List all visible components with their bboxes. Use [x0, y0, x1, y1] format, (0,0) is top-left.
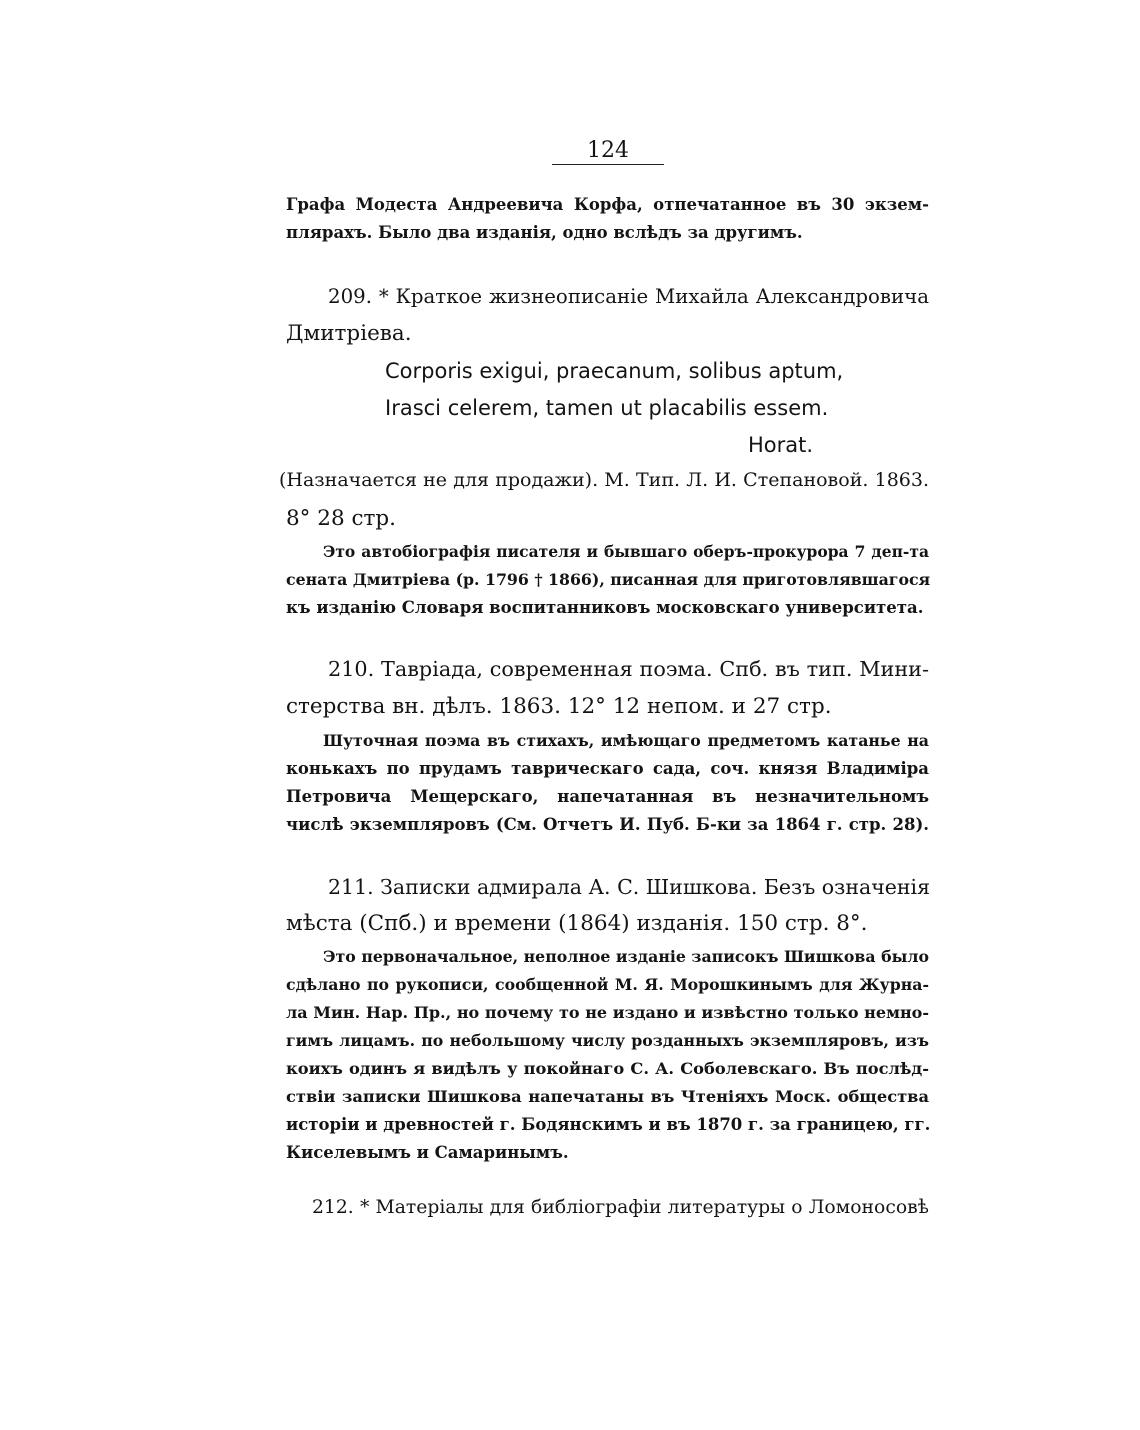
entry-211-note: сдѣлано по рукописи, сообщенной М. Я. Морошкинымъ для Журна-: [286, 975, 929, 994]
entry-209-imprint: (Назначается не для продажи). М. Тип. Л. И. Степановой. 1863.: [279, 469, 929, 491]
entry-210-note: конькахъ по прудамъ таврическаго сада, соч. князя Владиміра: [286, 759, 929, 778]
epigraph-line: Corporis exigui, praecanum, solibus aptum,: [385, 359, 844, 383]
epigraph-attribution: Horat.: [748, 433, 814, 457]
entry-211-note: Киселевымъ и Самаринымъ.: [286, 1143, 569, 1162]
entry-211-heading: 211. Записки адмирала А. С. Шишкова. Безъ означенія: [328, 875, 931, 899]
continuation-line: Графа Модеста Андреевича Корфа, отпечатанное въ 30 экзем-: [286, 195, 929, 214]
entry-209-imprint: 8° 28 стр.: [286, 506, 396, 531]
continuation-line: плярахъ. Было два изданія, одно вслѣдъ за другимъ.: [286, 223, 803, 242]
entry-211-note: гимъ лицамъ. по небольшому числу розданныхъ экземпляровъ, изъ: [286, 1031, 929, 1050]
entry-209-note: сената Дмитріева (р. 1796 † 1866), писанная для приготовлявшагося: [286, 570, 931, 589]
page-number-rule: [552, 164, 664, 165]
entry-212-heading: 212. * Матеріалы для библіографіи литературы о Ломоносовѣ: [312, 1197, 929, 1218]
entry-211-note: Это первоначальное, неполное изданіе записокъ Шишкова было: [323, 947, 929, 966]
page-number: 124: [587, 138, 629, 163]
entry-209-note: къ изданію Словаря воспитанниковъ московскаго университета.: [286, 598, 924, 617]
entry-210-note: Шуточная поэма въ стихахъ, имѣющаго предметомъ катанье на: [323, 731, 929, 750]
entry-210-note: числѣ экземпляровъ (См. Отчетъ И. Пуб. Б-ки за 1864 г. стр. 28).: [286, 815, 929, 834]
entry-211-note: ствіи записки Шишкова напечатаны въ Чтеніяхъ Моск. общества: [286, 1087, 929, 1106]
entry-211-note: коихъ одинъ я видѣлъ у покойнаго С. А. Соболевскаго. Въ послѣд-: [286, 1059, 929, 1078]
entry-211-note: исторіи и древностей г. Бодянскимъ и въ 1870 г. за границею, гг.: [286, 1115, 931, 1134]
entry-209-heading: 209. * Краткое жизнеописаніе Михайла Александровича: [328, 285, 929, 308]
entry-210-heading: стерства вн. дѣлъ. 1863. 12° 12 непом. и 27 стр.: [286, 694, 832, 719]
entry-209-heading: Дмитріева.: [286, 321, 412, 346]
entry-209-note: Это автобіографія писателя и бывшаго оберъ-прокурора 7 деп-та: [323, 542, 929, 561]
entry-211-note: ла Мин. Нар. Пр., но почему то не издано и извѣстно только немно-: [286, 1003, 929, 1022]
entry-211-heading: мѣста (Спб.) и времени (1864) изданія. 150 стр. 8°.: [286, 911, 868, 936]
entry-210-note: Петровича Мещерскаго, напечатанная въ незначительномъ: [286, 787, 929, 806]
epigraph-line: Irasci celerem, tamen ut placabilis essem.: [385, 396, 829, 420]
entry-210-heading: 210. Тавріада, современная поэма. Спб. въ тип. Мини-: [328, 657, 929, 681]
